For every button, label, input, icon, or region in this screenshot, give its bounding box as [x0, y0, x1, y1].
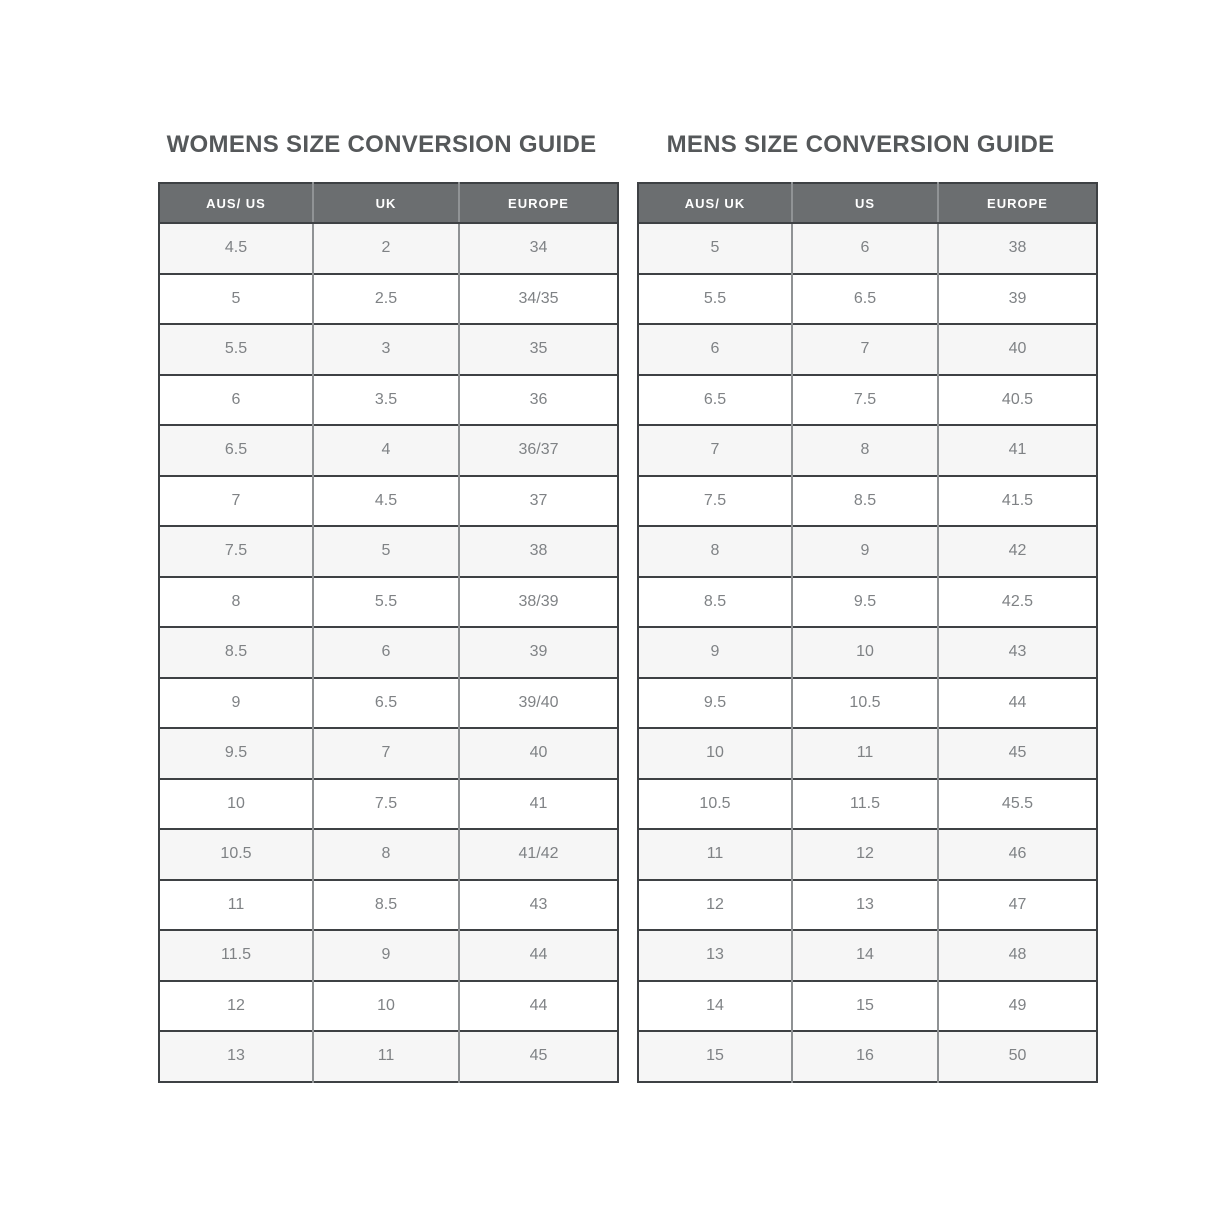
table-row	[159, 678, 618, 729]
size-cell: 43	[459, 880, 618, 931]
size-cell: 9	[313, 930, 459, 981]
size-cell: 10.5	[159, 829, 313, 880]
table-row	[159, 324, 618, 375]
womens-size-guide	[158, 132, 605, 1083]
size-cell: 5	[313, 526, 459, 577]
size-cell: 4.5	[159, 223, 313, 274]
womens-size-table	[158, 182, 619, 1083]
mens-size-guide	[637, 132, 1084, 1083]
size-cell: 9	[159, 678, 313, 729]
size-cell: 7	[313, 728, 459, 779]
size-cell: 5	[638, 223, 792, 274]
size-cell: 48	[938, 930, 1097, 981]
size-cell: 11.5	[159, 930, 313, 981]
header-row	[159, 183, 618, 223]
size-cell: 11	[638, 829, 792, 880]
table-row	[159, 930, 618, 981]
table-row	[638, 728, 1097, 779]
size-cell: 11	[313, 1031, 459, 1082]
size-cell: 10	[638, 728, 792, 779]
table-row	[159, 476, 618, 527]
table-row	[638, 930, 1097, 981]
size-cell: 4.5	[313, 476, 459, 527]
size-cell: 37	[459, 476, 618, 527]
size-cell: 5.5	[638, 274, 792, 325]
table-row	[638, 324, 1097, 375]
size-cell: 7.5	[792, 375, 938, 426]
column-header: AUS/ US	[159, 183, 313, 223]
table-row	[638, 223, 1097, 274]
table-row	[159, 829, 618, 880]
womens-guide-title: WOMENS SIZE CONVERSION GUIDE	[166, 131, 597, 158]
table-row	[159, 981, 618, 1032]
size-cell: 39/40	[459, 678, 618, 729]
size-cell: 13	[792, 880, 938, 931]
table-row	[638, 981, 1097, 1032]
size-cell: 41	[459, 779, 618, 830]
size-cell: 41/42	[459, 829, 618, 880]
table-row	[159, 627, 618, 678]
size-cell: 44	[459, 930, 618, 981]
column-header: AUS/ UK	[638, 183, 792, 223]
size-cell: 44	[459, 981, 618, 1032]
column-header: US	[792, 183, 938, 223]
size-cell: 11	[159, 880, 313, 931]
table-row	[638, 425, 1097, 476]
size-cell: 10	[792, 627, 938, 678]
size-cell: 46	[938, 829, 1097, 880]
table-row	[638, 829, 1097, 880]
table-row	[159, 577, 618, 628]
size-cell: 40	[459, 728, 618, 779]
size-cell: 41	[938, 425, 1097, 476]
size-cell: 47	[938, 880, 1097, 931]
table-row	[159, 779, 618, 830]
mens-size-table	[637, 182, 1098, 1083]
size-cell: 35	[459, 324, 618, 375]
size-cell: 38	[938, 223, 1097, 274]
size-cell: 44	[938, 678, 1097, 729]
size-cell: 39	[459, 627, 618, 678]
size-cell: 13	[638, 930, 792, 981]
size-cell: 7.5	[638, 476, 792, 527]
size-cell: 2.5	[313, 274, 459, 325]
mens-guide-title: MENS SIZE CONVERSION GUIDE	[666, 131, 1055, 158]
size-cell: 3.5	[313, 375, 459, 426]
size-cell: 45	[459, 1031, 618, 1082]
size-cell: 9.5	[792, 577, 938, 628]
size-cell: 9.5	[159, 728, 313, 779]
table-row	[159, 1031, 618, 1082]
size-cell: 36/37	[459, 425, 618, 476]
size-cell: 8	[792, 425, 938, 476]
table-row	[159, 526, 618, 577]
table-row	[638, 880, 1097, 931]
size-cell: 9	[638, 627, 792, 678]
size-cell: 10	[313, 981, 459, 1032]
size-cell: 49	[938, 981, 1097, 1032]
table-row	[638, 274, 1097, 325]
size-guides-container	[158, 132, 1084, 1083]
size-cell: 7	[159, 476, 313, 527]
size-cell: 3	[313, 324, 459, 375]
table-row	[638, 627, 1097, 678]
size-cell: 13	[159, 1031, 313, 1082]
size-cell: 45.5	[938, 779, 1097, 830]
column-header: EUROPE	[459, 183, 618, 223]
header-row	[638, 183, 1097, 223]
size-cell: 8.5	[159, 627, 313, 678]
size-cell: 9	[792, 526, 938, 577]
size-cell: 7	[638, 425, 792, 476]
size-cell: 6.5	[159, 425, 313, 476]
size-cell: 10.5	[638, 779, 792, 830]
size-cell: 9.5	[638, 678, 792, 729]
size-cell: 7.5	[313, 779, 459, 830]
size-cell: 14	[792, 930, 938, 981]
size-cell: 12	[159, 981, 313, 1032]
size-cell: 10	[159, 779, 313, 830]
size-cell: 38/39	[459, 577, 618, 628]
table-row	[638, 1031, 1097, 1082]
size-cell: 14	[638, 981, 792, 1032]
size-cell: 5	[159, 274, 313, 325]
size-cell: 6	[159, 375, 313, 426]
size-cell: 8.5	[792, 476, 938, 527]
size-cell: 42.5	[938, 577, 1097, 628]
column-header: UK	[313, 183, 459, 223]
table-row	[638, 678, 1097, 729]
size-cell: 6.5	[313, 678, 459, 729]
size-cell: 6	[792, 223, 938, 274]
size-cell: 6.5	[792, 274, 938, 325]
size-cell: 12	[638, 880, 792, 931]
size-cell: 34/35	[459, 274, 618, 325]
size-cell: 8	[313, 829, 459, 880]
size-cell: 43	[938, 627, 1097, 678]
size-cell: 10.5	[792, 678, 938, 729]
size-cell: 5.5	[159, 324, 313, 375]
size-cell: 12	[792, 829, 938, 880]
size-cell: 8.5	[313, 880, 459, 931]
size-cell: 5.5	[313, 577, 459, 628]
table-row	[638, 375, 1097, 426]
size-cell: 40.5	[938, 375, 1097, 426]
size-cell: 45	[938, 728, 1097, 779]
table-row	[638, 577, 1097, 628]
size-cell: 2	[313, 223, 459, 274]
size-cell: 15	[638, 1031, 792, 1082]
size-cell: 6	[313, 627, 459, 678]
size-cell: 36	[459, 375, 618, 426]
table-row	[638, 526, 1097, 577]
size-cell: 4	[313, 425, 459, 476]
size-cell: 42	[938, 526, 1097, 577]
size-cell: 16	[792, 1031, 938, 1082]
table-row	[159, 728, 618, 779]
size-cell: 11	[792, 728, 938, 779]
size-cell: 15	[792, 981, 938, 1032]
table-row	[638, 779, 1097, 830]
table-row	[638, 476, 1097, 527]
size-cell: 39	[938, 274, 1097, 325]
table-row	[159, 223, 618, 274]
size-cell: 6.5	[638, 375, 792, 426]
size-cell: 8.5	[638, 577, 792, 628]
size-cell: 7	[792, 324, 938, 375]
table-row	[159, 880, 618, 931]
size-cell: 8	[159, 577, 313, 628]
table-row	[159, 425, 618, 476]
size-cell: 40	[938, 324, 1097, 375]
size-cell: 38	[459, 526, 618, 577]
table-row	[159, 375, 618, 426]
size-cell: 41.5	[938, 476, 1097, 527]
size-cell: 8	[638, 526, 792, 577]
size-cell: 11.5	[792, 779, 938, 830]
size-cell: 7.5	[159, 526, 313, 577]
size-cell: 34	[459, 223, 618, 274]
column-header: EUROPE	[938, 183, 1097, 223]
table-row	[159, 274, 618, 325]
size-cell: 6	[638, 324, 792, 375]
size-cell: 50	[938, 1031, 1097, 1082]
